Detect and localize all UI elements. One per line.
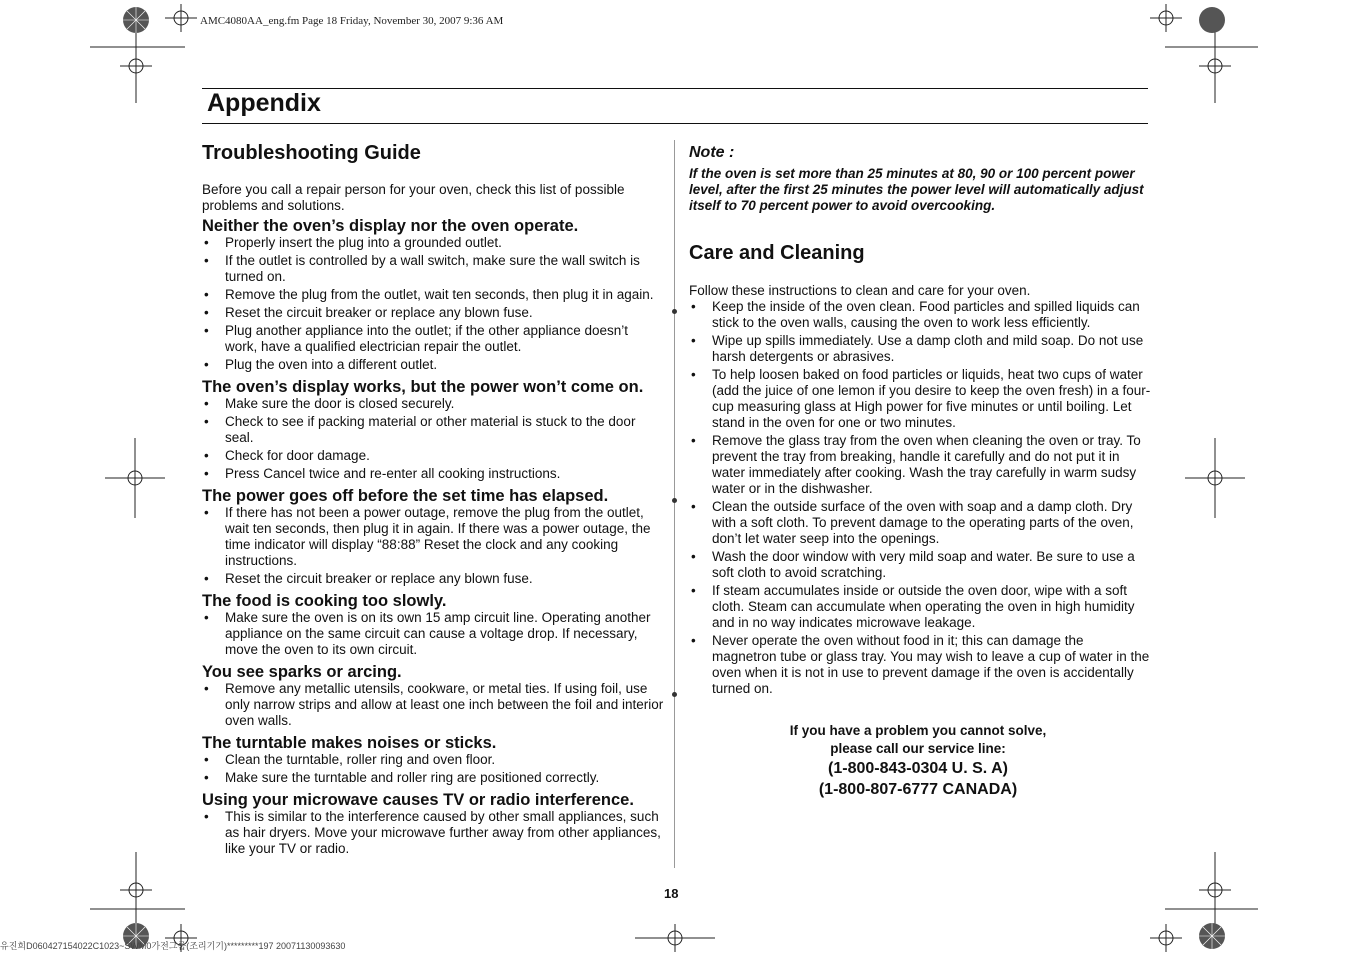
divider-dot (672, 692, 677, 697)
solution-item: • If there has not been a power outage, remove the plug from the outlet, wait ten seconds, then plug it in again. If there was a power outage, the time indicator will display “88:88” Reset the clock and any cooking instructions. (202, 505, 664, 569)
troubleshooting-intro: Before you call a repair person for your oven, check this list of possible problems and solutions. (202, 182, 625, 213)
solution-item: • Make sure the door is closed securely. (202, 396, 664, 412)
solution-item: • Plug another appliance into the outlet; if the other appliance doesn’t work, have a qualified electrician repair the outlet. (202, 323, 664, 355)
solution-item: • Remove the plug from the outlet, wait ten seconds, then plug it in again. (202, 287, 664, 303)
solution-item: • Press Cancel twice and re-enter all cooking instructions. (202, 466, 664, 482)
solution-item: • Reset the circuit breaker or replace any blown fuse. (202, 305, 664, 321)
solution-item: • Properly insert the plug into a grounded outlet. (202, 235, 664, 251)
column-divider (674, 140, 675, 868)
print-header: AMC4080AA_eng.fm Page 18 Friday, November 30, 2007 9:36 AM (200, 15, 504, 27)
solution-list (202, 505, 664, 587)
service-phone-us: (1-800-843-0304 U. S. A) (828, 760, 1008, 777)
solution-item: • If the outlet is controlled by a wall switch, make sure the wall switch is turned on. (202, 253, 664, 285)
solution-list (202, 610, 664, 658)
problem-heading: Neither the oven’s display nor the oven operate. (202, 217, 579, 235)
care-title: Care and Cleaning (689, 242, 865, 264)
solution-item: • Check to see if packing material or other material is stuck to the door seal. (202, 414, 664, 446)
section-title: Appendix (207, 89, 321, 117)
problem-heading: The power goes off before the set time has elapsed. (202, 487, 609, 505)
solution-item: • This is similar to the interference caused by other small appliances, such as hair dryers. Move your microwave further away from other appliances, like your TV or radio. (202, 809, 664, 857)
care-item: • Wash the door window with very mild soap and water. Be sure to use a soft cloth to avoid scratching. (689, 549, 1151, 581)
print-footer: 유진희D060427154022C1023~SWM0가전그룹(조리기기)*********197 20071130093630 (0, 941, 346, 951)
troubleshooting-section (202, 142, 664, 859)
solution-item: • Clean the turntable, roller ring and oven floor. (202, 752, 664, 768)
care-intro: Follow these instructions to clean and care for your oven. (689, 283, 1031, 298)
solution-item: • Make sure the oven is on its own 15 amp circuit line. Operating another appliance on the same circuit can cause a voltage drop. If necessary, move the oven to its own circuit. (202, 610, 664, 658)
solution-list (202, 681, 664, 729)
problem-heading: Using your microwave causes TV or radio interference. (202, 791, 634, 809)
problem-list (202, 217, 664, 857)
solution-item: • Plug the oven into a different outlet. (202, 357, 664, 373)
care-list (689, 299, 1151, 697)
solution-item: • Check for door damage. (202, 448, 664, 464)
problem-heading: You see sparks or arcing. (202, 663, 402, 681)
service-line-2: please call our service line: (830, 741, 1006, 756)
solution-item: • Remove any metallic utensils, cookware, or metal ties. If using foil, use only narrow strips and allow at least one inch between the foil and interior oven walls. (202, 681, 664, 729)
bottom-rule (202, 123, 1148, 124)
top-rule (202, 88, 1148, 89)
solution-list (202, 235, 664, 373)
care-item: • Wipe up spills immediately. Use a damp cloth and mild soap. Do not use harsh detergents or abrasives. (689, 333, 1151, 365)
right-column (689, 144, 1151, 800)
troubleshooting-title: Troubleshooting Guide (202, 142, 421, 164)
solution-list (202, 396, 664, 482)
solution-item: • Reset the circuit breaker or replace any blown fuse. (202, 571, 664, 587)
problem-heading: The oven’s display works, but the power won’t come on. (202, 378, 644, 396)
divider-dot (672, 498, 677, 503)
solution-list (202, 809, 664, 857)
problem-heading: The turntable makes noises or sticks. (202, 734, 497, 752)
solution-list (202, 752, 664, 786)
service-block (689, 722, 1147, 800)
note-title: Note : (689, 144, 735, 161)
service-line-1: If you have a problem you cannot solve, (789, 723, 1047, 738)
divider-dot (672, 309, 677, 314)
service-phone-canada: (1-800-807-6777 CANADA) (818, 781, 1018, 798)
care-item: • Remove the glass tray from the oven when cleaning the oven or tray. To prevent the tray from breaking, handle it carefully and do not put it in water immediately after cooking. Wash the tray carefully in warm sudsy water or in the dishwasher. (689, 433, 1151, 497)
care-item: • Clean the outside surface of the oven with soap and a damp cloth. Dry with a soft cloth. To prevent damage to the operating parts of the oven, don’t let water seep into the openings. (689, 499, 1151, 547)
care-item: • If steam accumulates inside or outside the oven door, wipe with a soft cloth. Steam can accumulate when operating the oven in high humidity and in no way indicates microwave leakage. (689, 583, 1151, 631)
care-item: • Never operate the oven without food in it; this can damage the magnetron tube or glass tray. You may wish to leave a cup of water in the oven when it is not in use to prevent damage if the oven is accidentally turned on. (689, 633, 1151, 697)
care-item: • To help loosen baked on food particles or liquids, heat two cups of water (add the juice of one lemon if you desire to keep the oven fresh) in a four-cup measuring glass at High power for five minutes or until boiling. Let stand in the oven for one or two minutes. (689, 367, 1151, 431)
problem-heading: The food is cooking too slowly. (202, 592, 447, 610)
page-number: 18 (664, 886, 679, 901)
care-item: • Keep the inside of the oven clean. Food particles and spilled liquids can stick to the oven walls, causing the oven to work less efficiently. (689, 299, 1151, 331)
solution-item: • Make sure the turntable and roller ring are positioned correctly. (202, 770, 664, 786)
note-body: If the oven is set more than 25 minutes at 80, 90 or 100 percent power level, after the first 25 minutes the power level will automatically adjust itself to 70 percent power to avoid overcooking. (689, 166, 1144, 213)
